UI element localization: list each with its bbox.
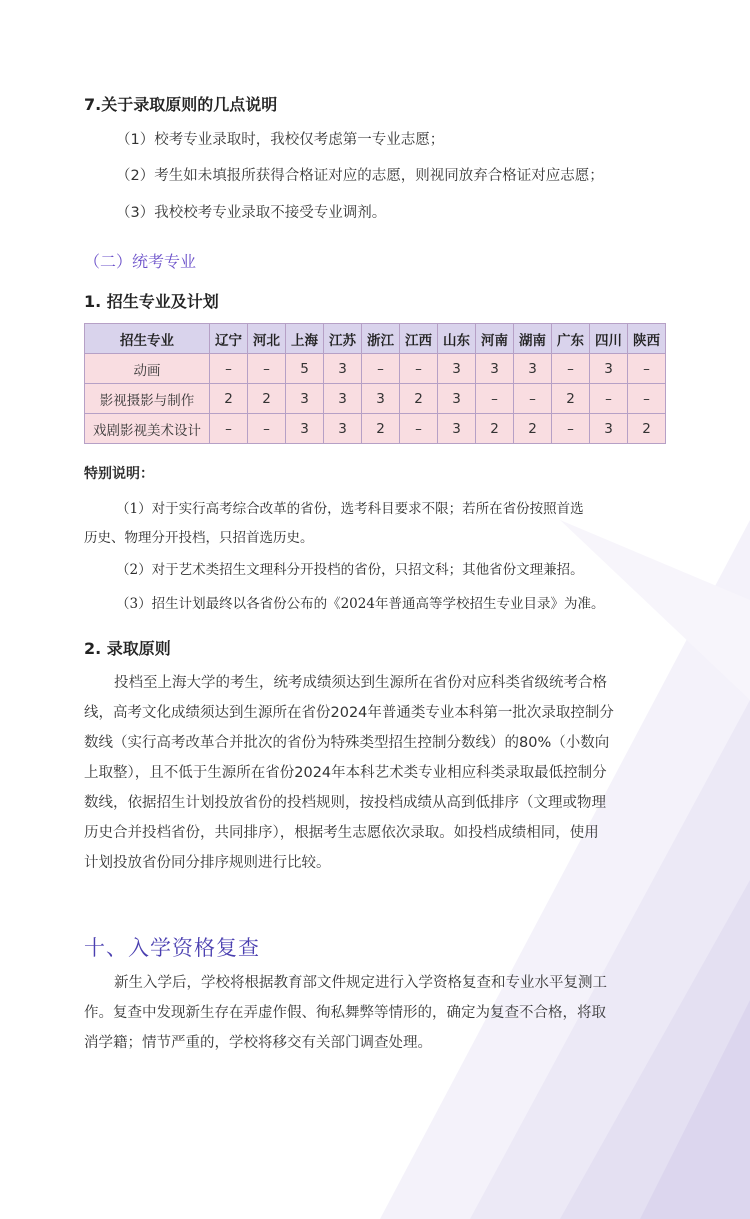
table-cell: 3 [438,414,476,444]
section-7-item: （1）校考专业录取时，我校仅考虑第一专业志愿； [116,132,445,148]
paragraph-line: 历史合并投档省份，共同排序），根据考生志愿依次录取。如投档成绩相同，使用 [84,825,599,841]
header-cell: 浙江 [362,324,400,354]
table-cell: – [590,384,628,414]
table-cell: 3 [514,354,552,384]
table-cell: 3 [324,384,362,414]
table-cell: – [628,354,666,384]
table-cell: 3 [438,354,476,384]
table-cell: – [210,414,248,444]
table-cell: 3 [324,414,362,444]
paragraph-line: 新生入学后，学校将根据教育部文件规定进行入学资格复查和专业水平复测工 [114,975,607,991]
notes-title: 特别说明： [84,466,154,482]
header-cell: 辽宁 [210,324,248,354]
header-cell: 河南 [476,324,514,354]
table-cell: 3 [476,354,514,384]
table-cell: 2 [248,384,286,414]
table-cell: – [400,414,438,444]
table-header-row [85,324,666,354]
header-cell: 陕西 [628,324,666,354]
paragraph-line: 投档至上海大学的考生，统考成绩须达到生源所在省份对应科类省级统考合格 [114,675,607,691]
table-cell: 2 [400,384,438,414]
paragraph-line: 数线，依据招生计划投放省份的投档规则，按投档成绩从高到低排序（文理或物理 [84,795,606,811]
section-7-item: （2）考生如未填报所获得合格证对应的志愿，则视同放弃合格证对应志愿； [116,168,604,184]
paragraph-line: 作。复查中发现新生存在弄虚作假、徇私舞弊等情形的，确定为复查不合格，将取 [84,1005,606,1021]
table-cell: – [514,384,552,414]
table-row [85,384,666,414]
header-cell: 广东 [552,324,590,354]
section-7-item: （3）我校校考专业录取不接受专业调剂。 [116,205,387,221]
table-cell: 动画 [85,354,210,384]
header-cell: 江西 [400,324,438,354]
table-cell: 2 [514,414,552,444]
table-cell: 2 [362,414,400,444]
table-cell: 2 [210,384,248,414]
table-cell: – [552,354,590,384]
table-cell: – [628,384,666,414]
table-cell: 3 [362,384,400,414]
table-cell: – [476,384,514,414]
table-cell: 2 [552,384,590,414]
header-cell: 四川 [590,324,628,354]
header-cell: 湖南 [514,324,552,354]
enrollment-plan-table [84,323,666,444]
notes-line: 历史、物理分开投档，只招首选历史。 [84,530,314,546]
paragraph-line: 消学籍；情节严重的，学校将移交有关部门调查处理。 [84,1035,432,1051]
table-cell: – [248,414,286,444]
header-cell: 江苏 [324,324,362,354]
table-row [85,414,666,444]
plan-title: 1. 招生专业及计划 [84,292,219,311]
notes-line: （3）招生计划最终以各省份公布的《2024年普通高等学校招生专业目录》为准。 [116,596,605,612]
table-cell: 3 [438,384,476,414]
subsection-title: （二）统考专业 [84,252,197,271]
table-cell: – [210,354,248,384]
paragraph-line: 上取整），且不低于生源所在省份2024年本科艺术类专业相应科类录取最低控制分 [84,765,607,781]
table-cell: – [400,354,438,384]
table-cell: 3 [590,354,628,384]
table-cell: 2 [476,414,514,444]
header-cell: 招生专业 [85,324,210,354]
section-7-title: 7.关于录取原则的几点说明 [84,95,278,114]
table-cell: 5 [286,354,324,384]
notes-line: （1）对于实行高考综合改革的省份，选考科目要求不限；若所在省份按照首选 [116,501,584,517]
table-cell: 3 [286,384,324,414]
table-cell: 3 [590,414,628,444]
paragraph-line: 计划投放省份同分排序规则进行比较。 [84,855,331,871]
table-row [85,354,666,384]
table-cell: 戏剧影视美术设计 [85,414,210,444]
table-cell: – [362,354,400,384]
admission-paragraph [84,668,666,878]
table-cell: – [552,414,590,444]
table-cell: – [248,354,286,384]
header-cell: 山东 [438,324,476,354]
admission-title: 2. 录取原则 [84,639,171,658]
paragraph-line: 数线（实行高考改革合并批次的省份为特殊类型招生控制分数线）的80%（小数向 [84,735,610,751]
section-10-paragraph [84,968,666,1058]
table-cell: 3 [286,414,324,444]
paragraph-line: 线，高考文化成绩须达到生源所在省份2024年普通类专业本科第一批次录取控制分 [84,705,614,721]
section-10-title: 十、入学资格复查 [84,936,260,960]
notes-line: （2）对于艺术类招生文理科分开投档的省份，只招文科；其他省份文理兼招。 [116,562,584,578]
header-cell: 上海 [286,324,324,354]
table-cell: 影视摄影与制作 [85,384,210,414]
header-cell: 河北 [248,324,286,354]
table-cell: 3 [324,354,362,384]
table-cell: 2 [628,414,666,444]
